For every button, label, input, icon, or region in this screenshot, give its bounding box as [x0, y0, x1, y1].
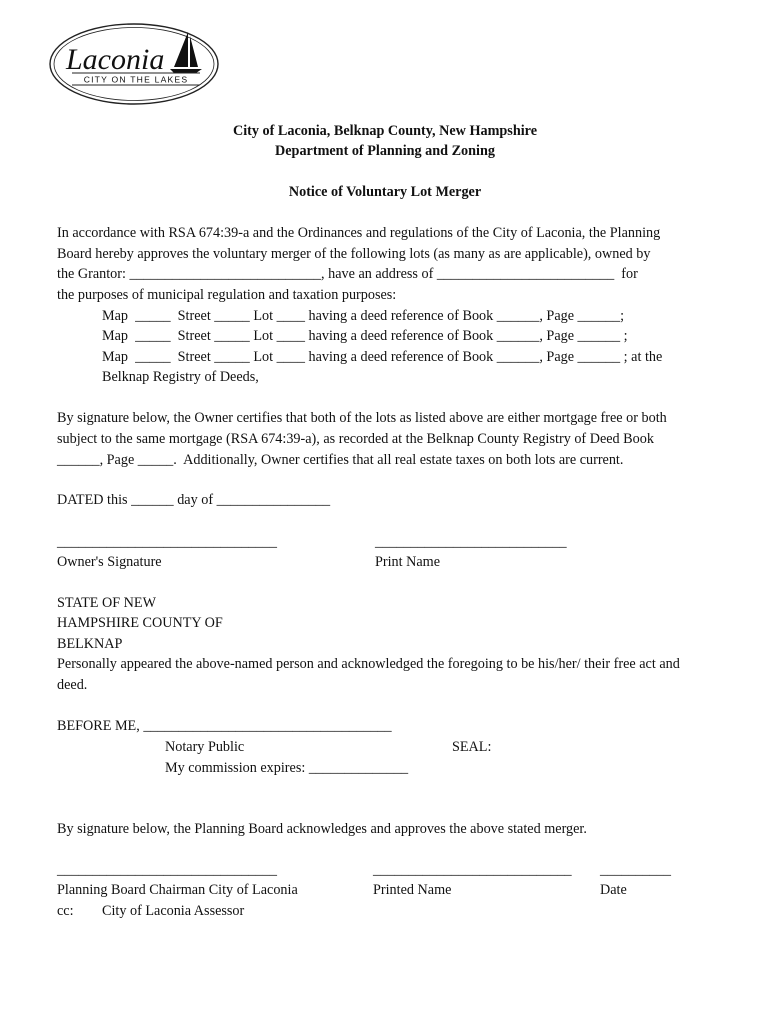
board-statement: By signature below, the Planning Board acknowledges and approves the above stated merger.	[57, 821, 587, 837]
lot-line-3: Map _____ Street _____ Lot ____ having a deed reference of Book ______, Page ______ ; at the	[102, 349, 663, 365]
board-chair-signature-line[interactable]: _______________________________	[57, 862, 277, 878]
owner-cert-line-3: ______, Page _____. Additionally, Owner certifies that all real estate taxes on both lots are current.	[57, 452, 624, 468]
board-printed-name-line[interactable]: ____________________________	[373, 862, 572, 878]
intro-line-3: the Grantor: ___________________________, have an address of _________________________ for	[57, 266, 638, 282]
print-name-label: Print Name	[375, 554, 441, 570]
before-me-line[interactable]: BEFORE ME, ___________________________________	[57, 718, 392, 734]
lot-line-2: Map _____ Street _____ Lot ____ having a deed reference of Book ______, Page ______ ;	[102, 328, 628, 344]
city-logo	[48, 22, 220, 106]
dated-line: DATED this ______ day of ________________	[57, 492, 331, 508]
print-name-line[interactable]: ___________________________	[375, 534, 567, 550]
intro-line-4: the purposes of municipal regulation and taxation purposes:	[57, 287, 397, 303]
commission-expires-line[interactable]: My commission expires: ______________	[165, 760, 409, 776]
board-date-label: Date	[600, 882, 627, 898]
document-title: Notice of Voluntary Lot Merger	[288, 184, 482, 200]
header-city: City of Laconia, Belknap County, New Hampshire	[232, 123, 537, 139]
state-line-3: BELKNAP	[57, 636, 123, 652]
logo-tagline: CITY ON THE LAKES	[83, 74, 189, 85]
owner-cert-line-1: By signature below, the Owner certifies that both of the lots as listed above are either mortgage free or both	[57, 410, 667, 426]
registry-line: Belknap Registry of Deeds,	[102, 369, 259, 385]
owner-signature-label: Owner's Signature	[57, 554, 162, 570]
board-date-line[interactable]: __________	[600, 862, 671, 878]
lot-line-1: Map _____ Street _____ Lot ____ having a deed reference of Book ______, Page ______;	[102, 308, 625, 324]
intro-line-1: In accordance with RSA 674:39-a and the Ordinances and regulations of the City of Laconia, the Planning	[57, 225, 661, 241]
seal-label: SEAL:	[452, 739, 492, 755]
board-printed-name-label: Printed Name	[373, 882, 452, 898]
intro-line-2: Board hereby approves the voluntary merger of the following lots (as many as are applicable), owned by	[57, 246, 651, 262]
acknowledgement-line-1: Personally appeared the above-named person and acknowledged the foregoing to be his/her/ their free act and	[57, 656, 680, 672]
cc-label: cc:	[57, 903, 74, 919]
board-chair-label: Planning Board Chairman City of Laconia	[57, 882, 298, 898]
logo-name: Laconia	[66, 43, 165, 76]
state-line-2: HAMPSHIRE COUNTY OF	[57, 615, 223, 631]
state-line-1: STATE OF NEW	[57, 595, 156, 611]
header-department: Department of Planning and Zoning	[275, 143, 495, 159]
cc-value: City of Laconia Assessor	[102, 903, 245, 919]
owner-signature-line[interactable]: _______________________________	[57, 534, 277, 550]
owner-cert-line-2: subject to the same mortgage (RSA 674:39-a), as recorded at the Belknap County Registry of Deed Book	[57, 431, 654, 447]
acknowledgement-line-2: deed.	[57, 677, 88, 693]
notary-public-label: Notary Public	[165, 739, 245, 755]
